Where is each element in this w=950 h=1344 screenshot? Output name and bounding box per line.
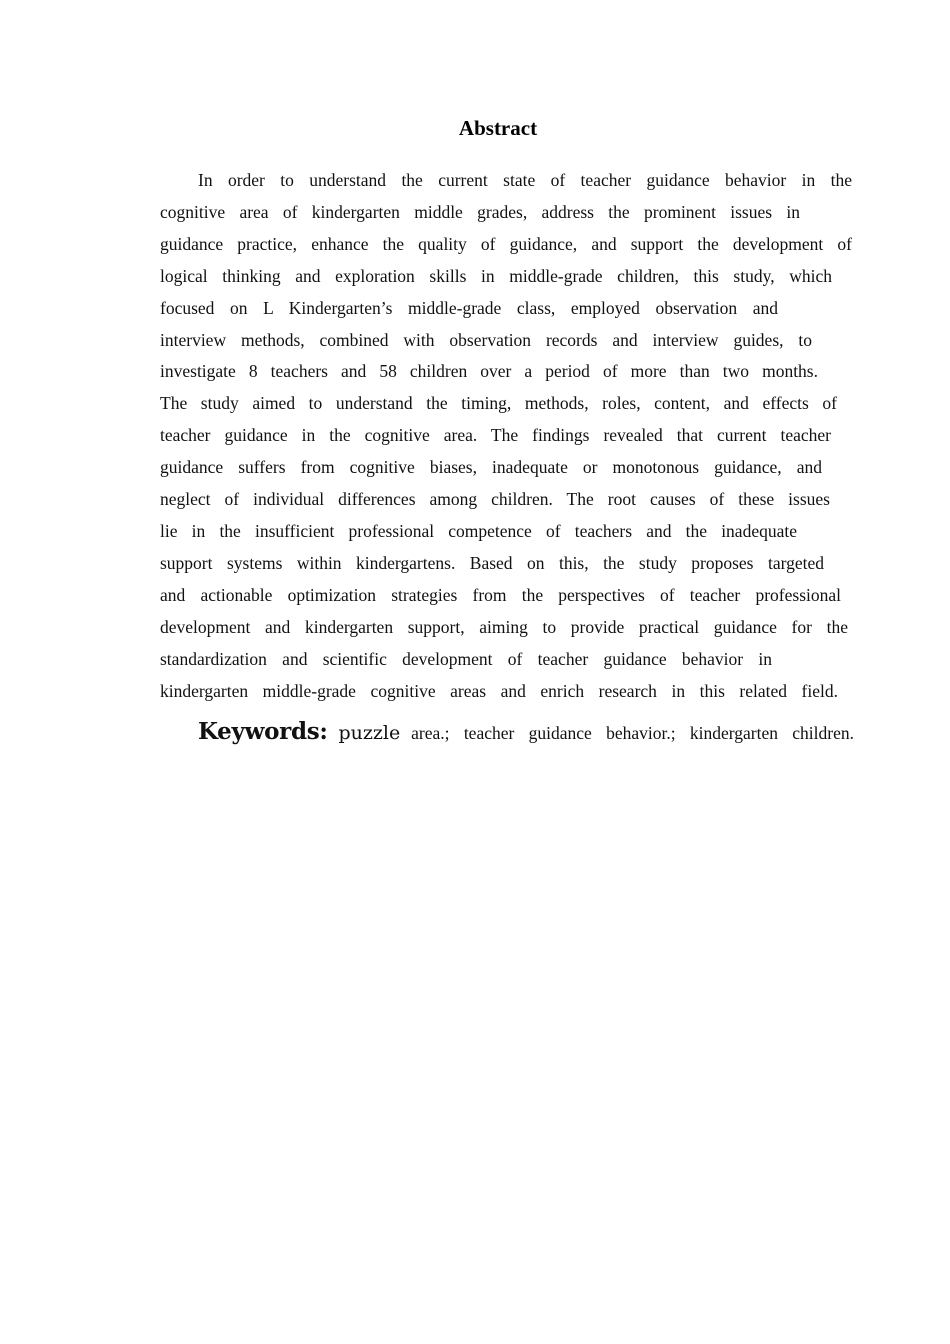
abstract-line: logical thinking and exploration skills in middle-grade children, this study, which [160, 265, 832, 286]
abstract-line: investigate 8 teachers and 58 children over a period of more than two months. [160, 361, 818, 382]
abstract-line: In order to understand the current state of teacher guidance behavior in the [198, 170, 852, 190]
keywords-list: area.; teacher guidance behavior.; kindergarten children. [411, 723, 854, 743]
keywords-label: Keywords: [198, 718, 328, 745]
abstract-line: support systems within kindergartens. Based on this, the study proposes targeted [160, 552, 824, 573]
abstract-line: guidance practice, enhance the quality of guidance, and support the development of [160, 233, 852, 254]
abstract-line: focused on L Kindergarten’s middle-grade class, employed observation and [160, 297, 778, 318]
keywords-line [198, 718, 854, 745]
keyword-puzzle: puzzle [338, 722, 401, 744]
abstract-line: guidance suffers from cognitive biases, inadequate or monotonous guidance, and [160, 457, 822, 478]
abstract-line: neglect of individual differences among children. The root causes of these issues [160, 489, 830, 510]
abstract-line: interview methods, combined with observation records and interview guides, to [160, 329, 812, 350]
abstract-title: Abstract [458, 116, 538, 140]
abstract-line: lie in the insufficient professional competence of teachers and the inadequate [160, 520, 797, 541]
abstract-line: and actionable optimization strategies from the perspectives of teacher professional [160, 584, 841, 605]
abstract-line: teacher guidance in the cognitive area. The findings revealed that current teacher [160, 425, 831, 446]
abstract-body [160, 165, 852, 707]
abstract-line: kindergarten middle-grade cognitive areas and enrich research in this related field. [160, 680, 838, 701]
abstract-line: development and kindergarten support, aiming to provide practical guidance for the [160, 616, 848, 637]
abstract-line: standardization and scientific development of teacher guidance behavior in [160, 648, 772, 669]
abstract-line: cognitive area of kindergarten middle grades, address the prominent issues in [160, 201, 800, 222]
abstract-line: The study aimed to understand the timing, methods, roles, content, and effects of [160, 393, 837, 414]
